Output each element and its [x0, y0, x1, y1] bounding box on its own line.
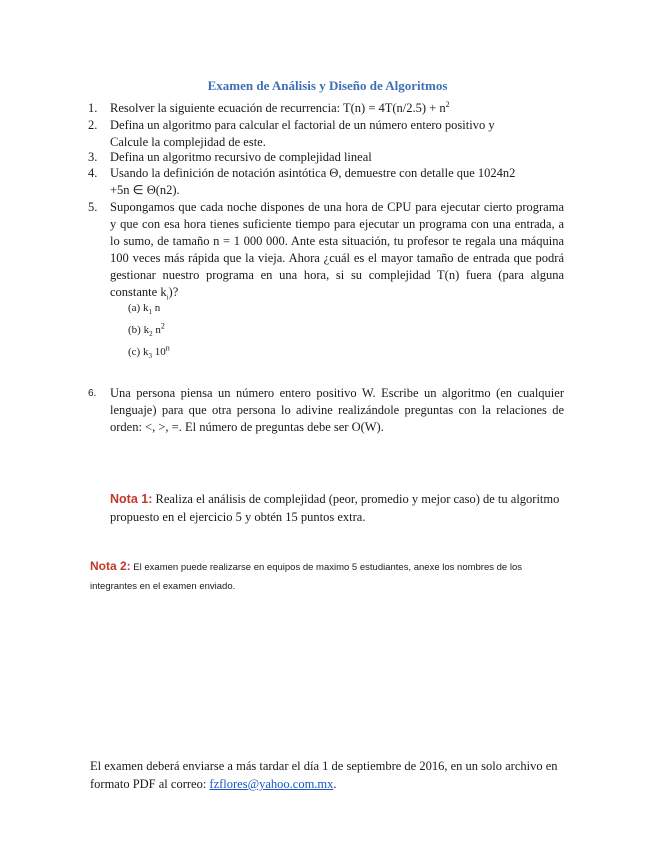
footer-line-1: El examen deberá enviarse a más tardar el día 1 de septiembre de 2016, en un solo archivo en — [90, 759, 558, 773]
question-text-end: )? — [168, 285, 179, 299]
question-number: 4. — [88, 166, 98, 180]
question-6 — [88, 385, 564, 436]
option-label: (a) k — [128, 302, 149, 314]
option-a — [128, 302, 161, 317]
note-text-line-2: propuesto en el ejercicio 5 y obtén 15 puntos extra. — [110, 510, 366, 524]
question-2 — [88, 117, 564, 151]
question-number: 1. — [88, 101, 98, 115]
question-number: 2. — [88, 118, 98, 132]
option-c — [128, 343, 170, 361]
note-label: Nota 1: — [110, 492, 153, 506]
question-text-line-2: +5n ∈ Θ(n2). — [110, 183, 180, 197]
question-3 — [88, 149, 564, 166]
footer-line-2 — [90, 775, 570, 793]
option-label: (b) k — [128, 324, 150, 336]
note-2 — [90, 557, 566, 596]
question-number: 5. — [88, 200, 98, 214]
option-text: n — [151, 302, 161, 314]
question-text: Defina un algoritmo recursivo de complejidad lineal — [110, 150, 372, 164]
footer-text: . — [333, 777, 337, 791]
question-number: 6. — [88, 388, 97, 399]
question-1 — [88, 99, 564, 117]
exponent: n — [165, 343, 170, 353]
question-text: Una persona piensa un número entero positivo W. Escribe un algoritmo (en cualquier lenguaje) para que otra persona lo adivine realizándole preguntas con la relaciones de orden: <, >, =. El número de preguntas debe ser O(W). — [110, 386, 564, 434]
question-text-line-2: Calcule la complejidad de este. — [110, 135, 266, 149]
subscript: 2 — [149, 330, 153, 339]
note-1 — [110, 490, 570, 526]
question-4 — [88, 165, 564, 199]
footer-text: formato PDF al correo: — [90, 777, 210, 791]
option-b — [128, 321, 165, 339]
option-text: 10 — [151, 346, 166, 358]
footer — [90, 757, 570, 793]
question-text: Supongamos que cada noche dispones de una hora de CPU para ejecutar cierto programa y que con esa hora tienes suficiente tiempo para ejecutar un programa con una entrada, a lo sumo, de tamaño n = 1 000 000. Ante esta situación, tu profesor te regala una máquina 100 veces más rápida que la vieja. Ahora ¿cuál es el mayor tamaño de entrada que podrá gestionar nuestro programa en una hora, si su complejidad T(n) fuera (para alguna constante k — [110, 200, 564, 299]
subscript: 1 — [148, 308, 152, 317]
subscript: 3 — [148, 352, 152, 361]
subscript: i — [166, 293, 169, 302]
option-text: n — [152, 324, 161, 336]
question-number: 3. — [88, 150, 98, 164]
email-link[interactable]: fzflores@yahoo.com.mx — [209, 777, 334, 791]
exponent: 2 — [445, 99, 450, 109]
question-text-line-1: Defina un algoritmo para calcular el factorial de un número entero positivo y — [110, 118, 495, 132]
question-text: Resolver la siguiente ecuación de recurrencia: T(n) = 4T(n/2.5) + n — [110, 101, 446, 115]
question-5 — [88, 199, 564, 302]
note-text: Realiza el análisis de complejidad (peor, promedio y mejor caso) de tu algoritmo — [152, 492, 560, 506]
page-title: Examen de Análisis y Diseño de Algoritmos — [207, 78, 448, 93]
note-text: El examen puede realizarse en equipos de maximo 5 estudiantes, anexe los nombres de los integrantes en el examen enviado. — [90, 562, 522, 592]
exponent: 2 — [160, 321, 165, 331]
question-text-line-1: Usando la definición de notación asintótica Θ, demuestre con detalle que 1024n2 — [110, 166, 516, 180]
note-label: Nota 2: — [90, 559, 131, 573]
option-label: (c) k — [128, 346, 149, 358]
